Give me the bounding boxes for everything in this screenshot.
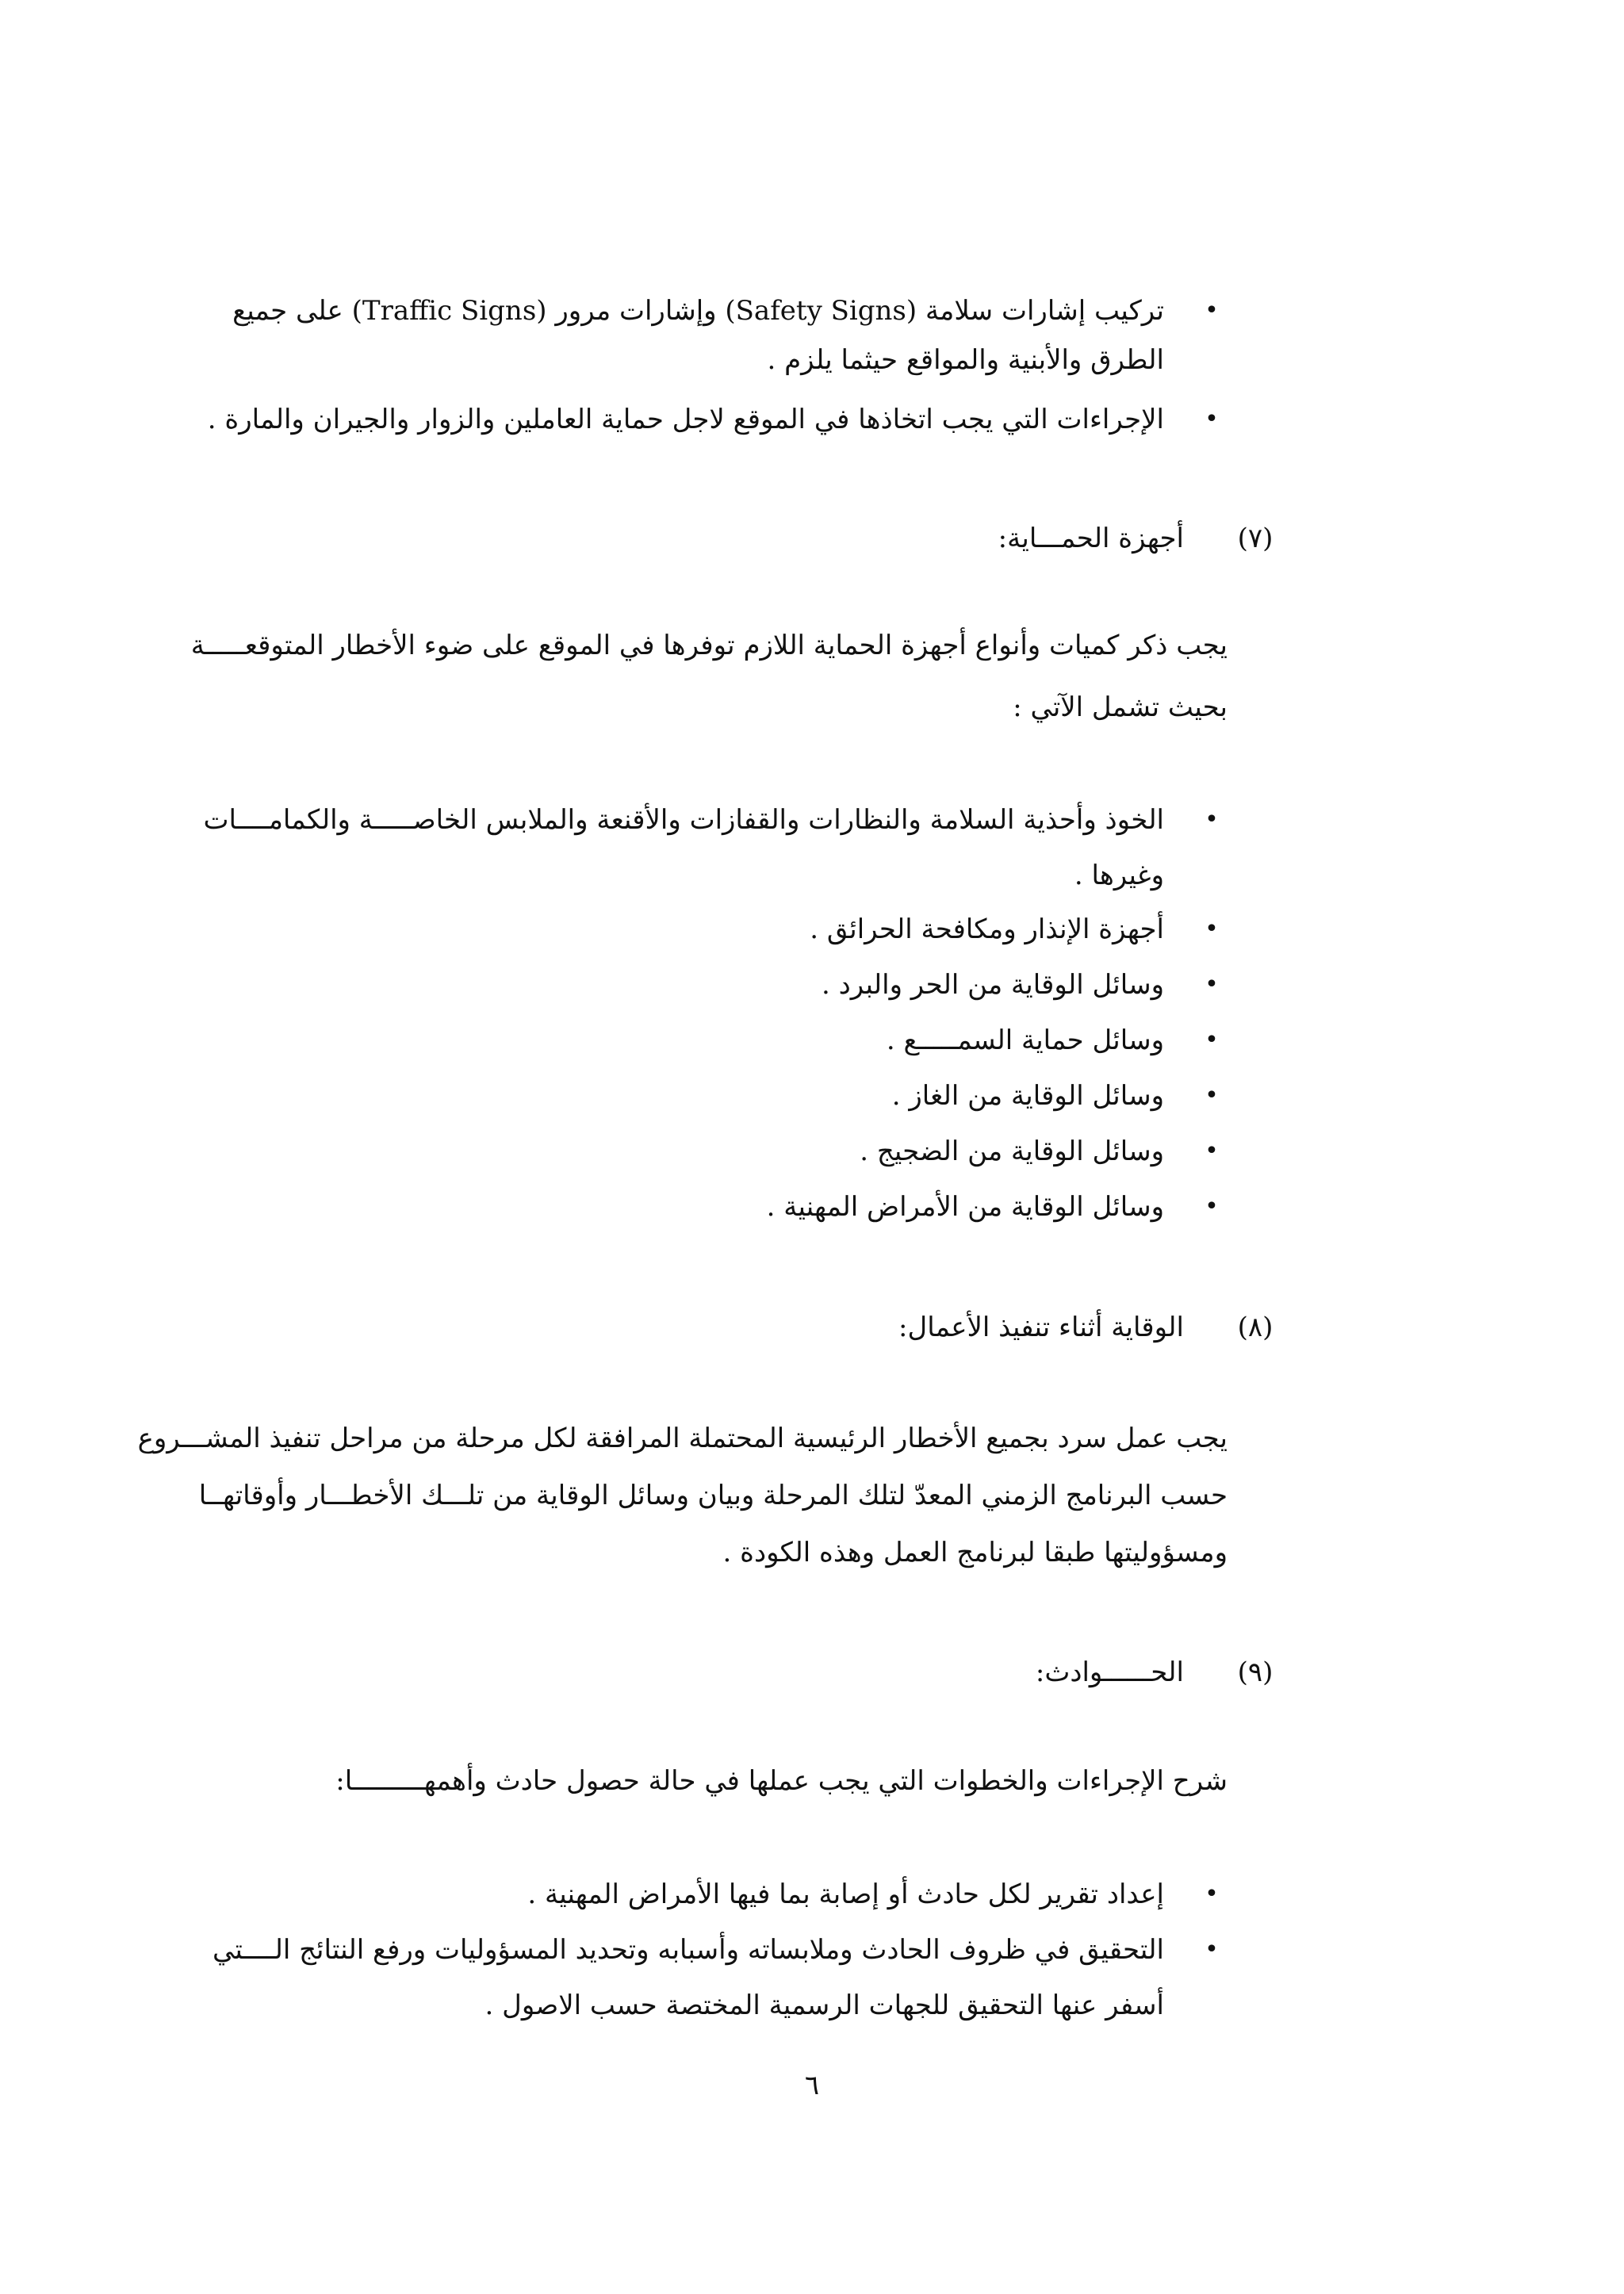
bullet-text: وسائل الوقاية من الأمراض المهنية . [766, 1191, 1164, 1223]
bullet-glyph: • [1205, 971, 1219, 998]
bullet-text: التحقيق في ظروف الحادث وملابساته وأسبابه وتحديد المسؤوليات ورفع النتائج الــــتي [213, 1934, 1164, 1966]
paragraph-text: بحيث تشمل الآتي : [1013, 691, 1228, 723]
section-title: أجهزة الحمـــاية: [998, 523, 1184, 554]
bullet-text: وسائل حماية السمـــــع . [886, 1024, 1164, 1056]
section-title: الوقاية أثناء تنفيذ الأعمال: [898, 1312, 1184, 1343]
bullet-text: أجهزة الإنذار ومكافحة الحرائق . [810, 913, 1164, 945]
bullet-text: الخوذ وأحذية السلامة والنظارات والقفازات والأقنعة والملابس الخاصـــــة والكمامــــات [203, 804, 1164, 836]
paragraph-text: شرح الإجراءات والخطوات التي يجب عملها في حالة حصول حادث وأهمهـــــــــا: [335, 1765, 1228, 1797]
page-number: ٦ [804, 2070, 820, 2101]
bullet-text: وسائل الوقاية من الحر والبرد . [822, 969, 1164, 1001]
bullet-text: وغيرها . [1074, 860, 1164, 891]
section-title: الحــــــوادث: [1035, 1656, 1184, 1688]
section-number: (٨) [1237, 1312, 1274, 1343]
section-number: (٩) [1237, 1656, 1274, 1688]
bullet-text: الإجراءات التي يجب اتخاذها في الموقع لاجل حماية العاملين والزوار والجيران والمارة . [207, 404, 1164, 435]
bullet-text: وسائل الوقاية من الضجيج . [860, 1136, 1164, 1167]
bullet-glyph: • [1205, 405, 1219, 433]
bullet-text: الطرق والأبنية والمواقع حيثما يلزم . [767, 344, 1164, 376]
paragraph-text: ومسؤوليتها طبقا لبرنامج العمل وهذه الكودة . [722, 1537, 1228, 1568]
bullet-glyph: • [1205, 806, 1219, 833]
bullet-text: إعداد تقرير لكل حادث أو إصابة بما فيها الأمراض المهنية . [527, 1878, 1164, 1910]
paragraph-text: يجب عمل سرد بجميع الأخطار الرئيسية المحتملة المرافقة لكل مرحلة من مراحل تنفيذ المشـــروع [137, 1423, 1228, 1454]
bullet-glyph: • [1205, 1026, 1219, 1054]
bullet-glyph: • [1205, 1936, 1219, 1963]
bullet-glyph: • [1205, 915, 1219, 943]
bullet-glyph: • [1205, 1880, 1219, 1908]
bullet-glyph: • [1205, 1137, 1219, 1165]
paragraph-text: يجب ذكر كميات وأنواع أجهزة الحماية اللازم توفرها في الموقع على ضوء الأخطار المتوقعـــــة [190, 630, 1228, 661]
bullet-glyph: • [1205, 1082, 1219, 1109]
section-number: (٧) [1237, 523, 1274, 554]
bullet-text: وسائل الوقاية من الغاز . [891, 1080, 1164, 1112]
bullet-text: تركيب إشارات سلامة (Safety Signs) وإشارات مرور (Traffic Signs) على جميع [232, 295, 1164, 327]
bullet-glyph: • [1205, 297, 1219, 324]
bullet-glyph: • [1205, 1193, 1219, 1220]
paragraph-text: حسب البرنامج الزمني المعدّ لتلك المرحلة وبيان وسائل الوقاية من تلـــك الأخطـــار وأوقاتهــا [198, 1480, 1228, 1511]
bullet-text: أسفر عنها التحقيق للجهات الرسمية المختصة حسب الاصول . [485, 1990, 1164, 2021]
